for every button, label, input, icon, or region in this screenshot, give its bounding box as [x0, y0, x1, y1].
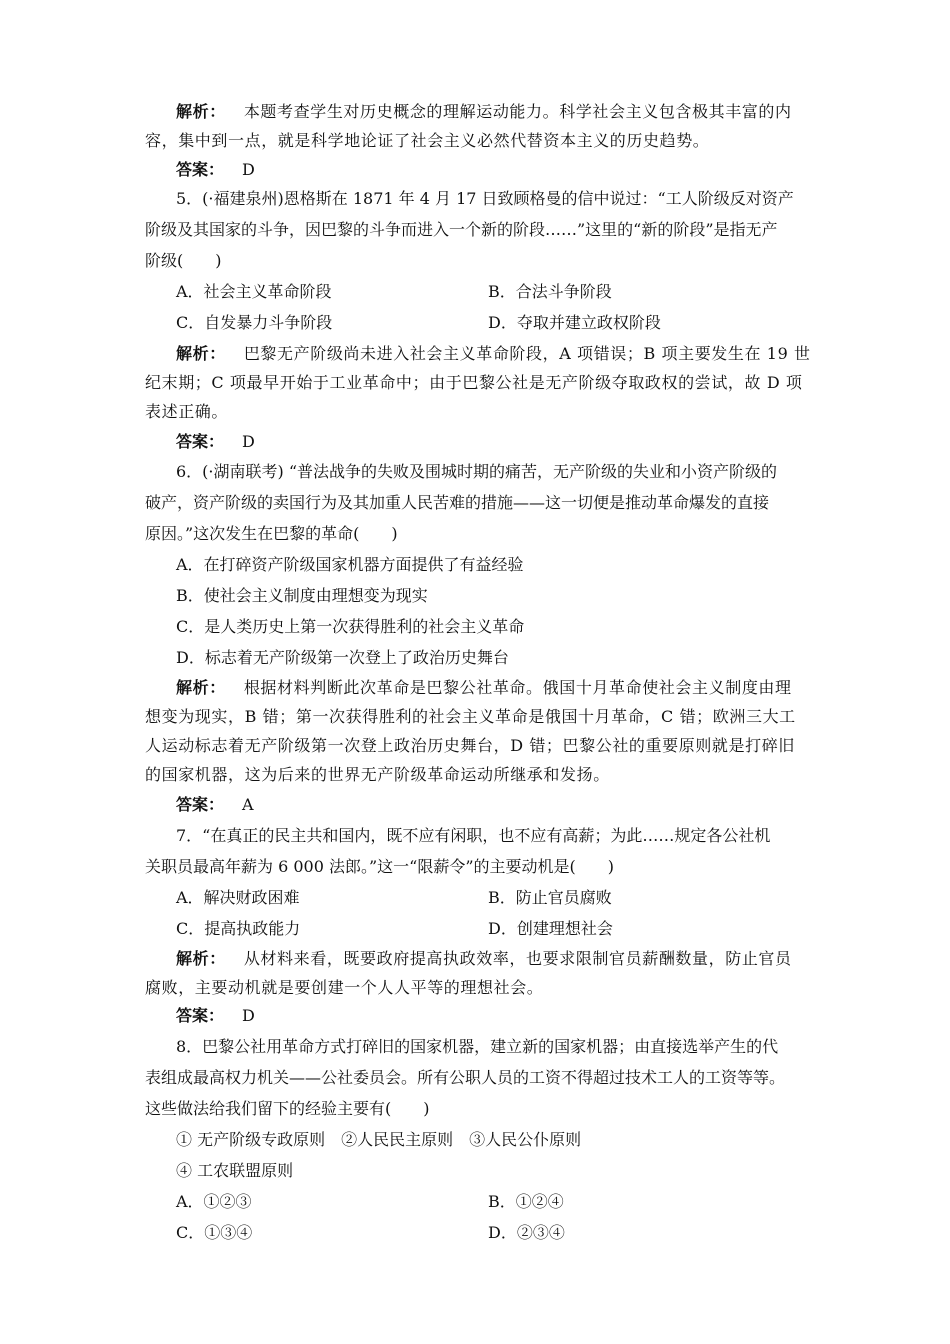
question-7-option-d: D．创建理想社会	[488, 919, 613, 938]
question-7-option-a: A．解决财政困难	[176, 888, 300, 907]
answer-7: 答案： D	[176, 1006, 255, 1025]
explanation-6-line-1: 解析： 根据材料判断此次革命是巴黎公社革命。俄国十月革命使社会主义制度由理	[176, 678, 792, 697]
question-7-line-2: 关职员最高年薪为 6 000 法郎。”这一“限薪令”的主要动机是( )	[145, 857, 615, 876]
explanation-7-line-2: 腐败，主要动机就是要创建一个人人平等的理想社会。	[145, 978, 544, 997]
explanation-7-line-1: 解析： 从材料来看，既要政府提高执政效率，也要求限制官员薪酬数量，防止官员	[176, 949, 792, 968]
question-8-line-1: 8．巴黎公社用革命方式打碎旧的国家机器，建立新的国家机器；由直接选举产生的代	[176, 1037, 779, 1056]
question-8-option-c: C．①③④	[176, 1223, 253, 1242]
explanation-5-line-2: 纪末期；C 项最早开始于工业革命中；由于巴黎公社是无产阶级夺取政权的尝试，故 D 项	[145, 373, 803, 392]
explanation-6-line-3: 人运动标志着无产阶级第一次登上政治历史舞台，D 错；巴黎公社的重要原则就是打碎旧	[145, 736, 795, 755]
question-6-option-c: C．是人类历史上第一次获得胜利的社会主义革命	[176, 617, 525, 636]
question-6-option-a: A．在打碎资产阶级国家机器方面提供了有益经验	[176, 555, 524, 574]
question-5-line-3: 阶级( )	[145, 251, 222, 270]
question-7-option-b: B．防止官员腐败	[488, 888, 612, 907]
question-5-option-b: B．合法斗争阶段	[488, 282, 612, 301]
question-6-line-1: 6．(·湖南联考) “普法战争的失败及围城时期的痛苦，无产阶级的失业和小资产阶级的	[176, 462, 778, 481]
question-6-line-3: 原因。”这次发生在巴黎的革命( )	[145, 524, 398, 543]
question-6-option-d: D．标志着无产阶级第一次登上了政治历史舞台	[176, 648, 509, 667]
explanation-6-line-4: 的国家机器，这为后来的世界无产阶级革命运动所继承和发扬。	[145, 765, 610, 784]
explanation-4-line-2: 容，集中到一点，就是科学地论证了社会主义必然代替资本主义的历史趋势。	[145, 131, 710, 150]
explanation-5-line-1: 解析： 巴黎无产阶级尚未进入社会主义革命阶段，A 项错误；B 项主要发生在 19 世	[176, 344, 811, 363]
question-8-option-b: B．①②④	[488, 1192, 564, 1211]
question-5-option-d: D．夺取并建立政权阶段	[488, 313, 661, 332]
question-8-option-a: A．①②③	[176, 1192, 252, 1211]
question-6-option-b: B．使社会主义制度由理想变为现实	[176, 586, 428, 605]
question-6-line-2: 破产，资产阶级的卖国行为及其加重人民苦难的措施——这一切便是推动革命爆发的直接	[145, 493, 770, 512]
question-7-line-1: 7．“在真正的民主共和国内，既不应有闲职，也不应有高薪；为此……规定各公社机	[176, 826, 771, 845]
question-5-option-a: A．社会主义革命阶段	[176, 282, 332, 301]
explanation-4-line-1: 解析： 本题考查学生对历史概念的理解运动能力。科学社会主义包含极其丰富的内	[176, 102, 792, 121]
question-7-option-c: C．提高执政能力	[176, 919, 301, 938]
answer-6: 答案： A	[176, 795, 254, 814]
answer-4: 答案： D	[176, 160, 255, 179]
question-5-line-2: 阶级及其国家的斗争，因巴黎的斗争而进入一个新的阶段……”这里的“新的阶段”是指无产	[145, 220, 778, 239]
question-8-items-line-1: ① 无产阶级专政原则 ②人民民主原则 ③人民公仆原则	[176, 1130, 582, 1149]
explanation-5-line-3: 表述正确。	[145, 402, 229, 421]
question-8-items-line-2: ④ 工农联盟原则	[176, 1161, 294, 1180]
question-5-option-c: C．自发暴力斗争阶段	[176, 313, 333, 332]
answer-5: 答案： D	[176, 432, 255, 451]
question-5-line-1: 5．(·福建泉州)恩格斯在 1871 年 4 月 17 日致顾格曼的信中说过：“工人阶级反对资产	[176, 189, 794, 208]
question-8-line-2: 表组成最高权力机关——公社委员会。所有公职人员的工资不得超过技术工人的工资等等。	[145, 1068, 786, 1087]
question-8-option-d: D．②③④	[488, 1223, 565, 1242]
explanation-6-line-2: 想变为现实，B 错；第一次获得胜利的社会主义革命是俄国十月革命，C 错；欧洲三大工	[145, 707, 796, 726]
question-8-line-3: 这些做法给我们留下的经验主要有( )	[145, 1099, 430, 1118]
